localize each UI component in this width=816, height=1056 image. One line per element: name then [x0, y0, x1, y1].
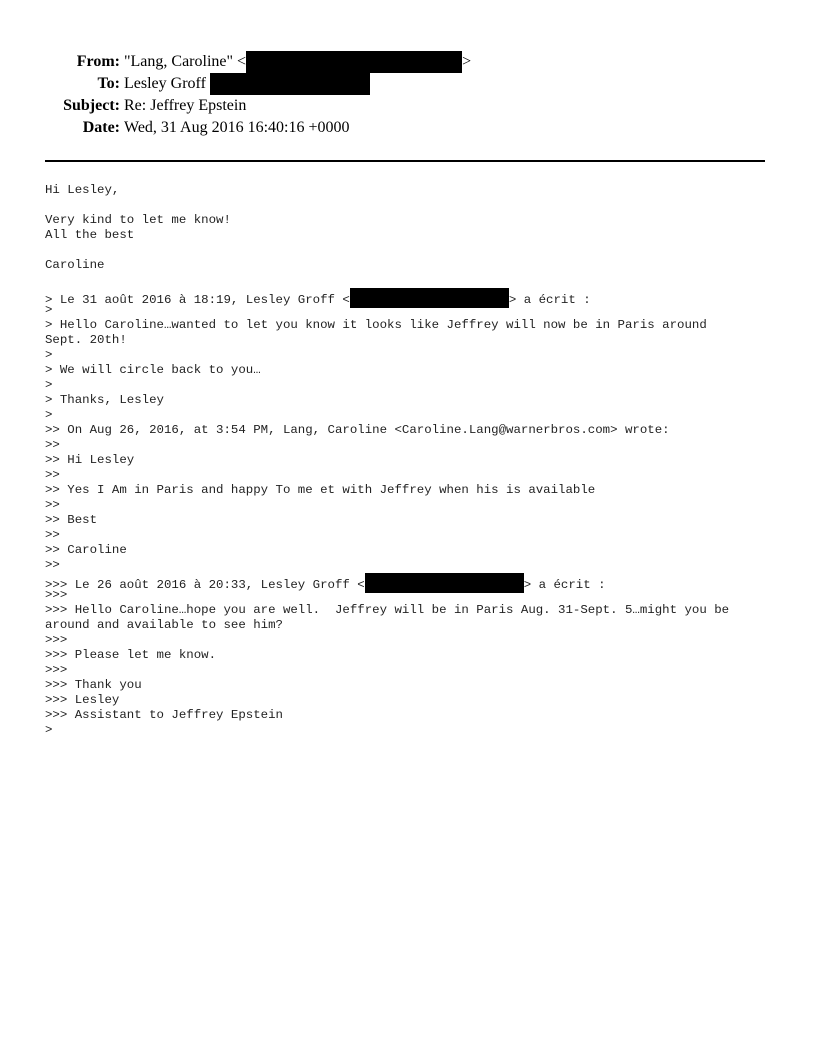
- body-line: All the best: [45, 228, 135, 242]
- blank-line: [45, 198, 775, 213]
- blank-line: [45, 243, 775, 258]
- signature-line: Caroline: [45, 258, 105, 272]
- attribution-text: >>> Le 26 août 2016 à 20:33, Lesley Groff <: [45, 578, 365, 592]
- quoted-line: >: [45, 303, 53, 317]
- redaction-bar: [365, 573, 524, 593]
- blank-line: [45, 273, 775, 288]
- header-date-row: [0, 117, 816, 139]
- quoted-line: around and available to see him?: [45, 618, 283, 632]
- body-line: Very kind to let me know!: [45, 213, 231, 227]
- quoted-line: >> Hi Lesley: [45, 453, 135, 467]
- quoted-line: >>: [45, 498, 60, 512]
- date-value: Wed, 31 Aug 2016 16:40:16 +0000: [124, 119, 350, 136]
- from-close: >: [462, 53, 472, 70]
- quoted-attribution: [45, 573, 775, 592]
- email-header: [0, 51, 816, 139]
- date-label: Date:: [82, 119, 120, 136]
- header-subject-row: [0, 95, 816, 117]
- quoted-line: >>: [45, 438, 60, 452]
- quoted-line: >>>: [45, 663, 68, 677]
- quoted-line: >: [45, 348, 53, 362]
- to-name: Lesley Groff: [124, 75, 210, 92]
- header-from-row: [0, 51, 816, 73]
- redaction-bar: [246, 51, 462, 73]
- subject-label: Subject:: [63, 97, 120, 114]
- attribution-suffix: > a écrit :: [523, 578, 606, 592]
- subject-value: Re: Jeffrey Epstein: [124, 97, 247, 114]
- quoted-line: > Thanks, Lesley: [45, 393, 164, 407]
- quoted-line: >>>: [45, 633, 68, 647]
- body-line: Hi Lesley,: [45, 183, 120, 197]
- header-divider: [45, 160, 765, 162]
- to-value: [124, 73, 370, 95]
- quoted-line: >: [45, 723, 53, 737]
- quoted-line: >>: [45, 558, 60, 572]
- quoted-line: >>> Lesley: [45, 693, 120, 707]
- quoted-line: >>: [45, 528, 60, 542]
- from-label: From:: [76, 53, 120, 70]
- quoted-line: >: [45, 408, 53, 422]
- quoted-attribution: >> On Aug 26, 2016, at 3:54 PM, Lang, Caroline <Caroline.Lang@warnerbros.com> wrote:: [45, 423, 670, 437]
- quoted-line: >>>: [45, 588, 68, 602]
- quoted-line: >>> Thank you: [45, 678, 142, 692]
- quoted-line: > We will circle back to you…: [45, 363, 261, 377]
- from-name: "Lang, Caroline" <: [124, 53, 247, 70]
- email-body: [45, 183, 775, 738]
- quoted-line: >>> Please let me know.: [45, 648, 217, 662]
- quoted-line: >> Best: [45, 513, 98, 527]
- quoted-line: >>> Assistant to Jeffrey Epstein: [45, 708, 283, 722]
- quoted-line: > Hello Caroline…wanted to let you know it looks like Jeffrey will now be in Paris around: [45, 318, 707, 332]
- quoted-line: >> Caroline: [45, 543, 127, 557]
- redaction-bar: [350, 288, 509, 308]
- quoted-line: >>> Hello Caroline…hope you are well. Jeffrey will be in Paris Aug. 31-Sept. 5…might you be: [45, 603, 730, 617]
- quoted-line: >> Yes I Am in Paris and happy To me et with Jeffrey when his is available: [45, 483, 596, 497]
- quoted-attribution: [45, 288, 775, 307]
- to-label: To:: [97, 75, 120, 92]
- attribution-suffix: > a écrit :: [508, 293, 591, 307]
- header-to-row: [0, 73, 816, 95]
- redaction-bar: [210, 73, 370, 95]
- attribution-text: > Le 31 août 2016 à 18:19, Lesley Groff <: [45, 293, 350, 307]
- from-value: [124, 51, 471, 73]
- quoted-line: >: [45, 378, 53, 392]
- quoted-line: Sept. 20th!: [45, 333, 127, 347]
- quoted-line: >>: [45, 468, 60, 482]
